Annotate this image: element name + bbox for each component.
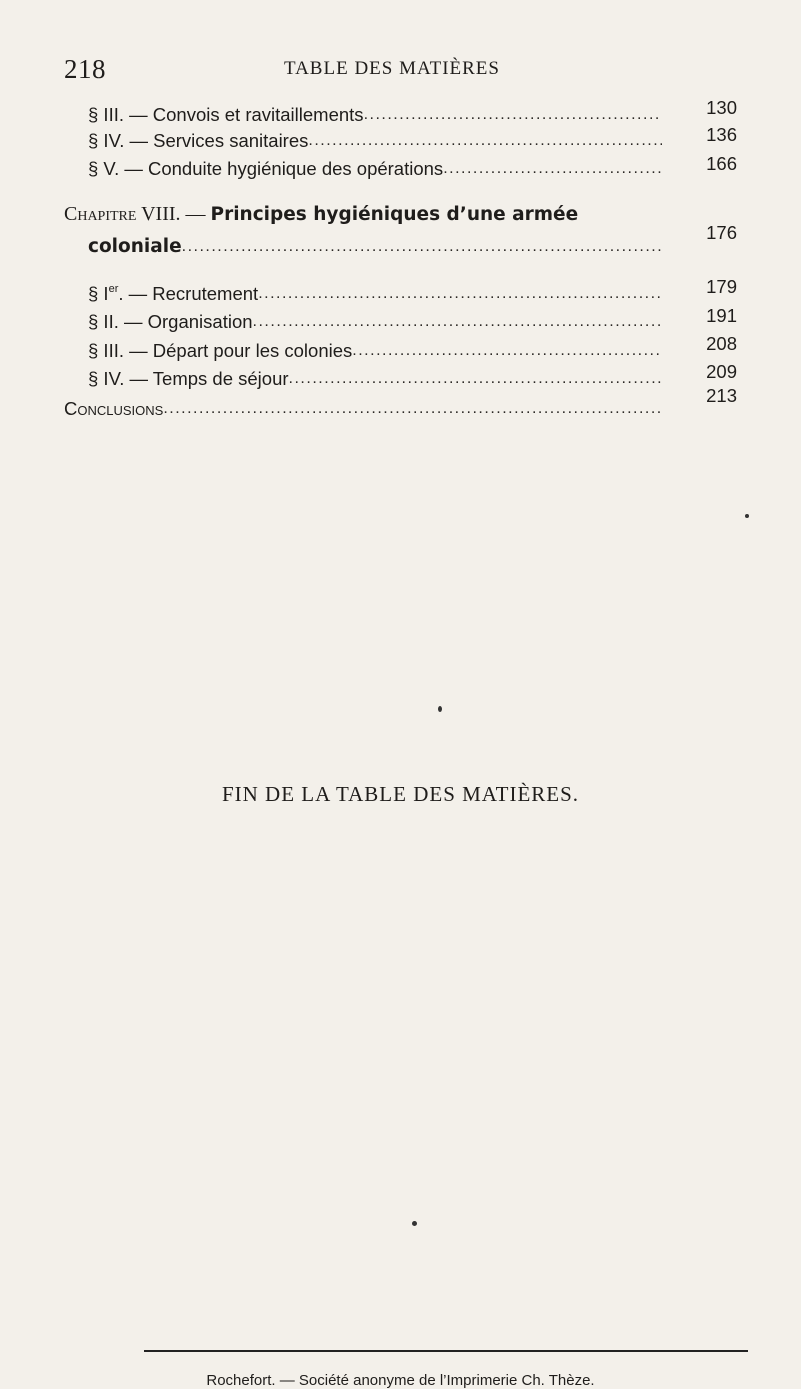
page-number: 218 xyxy=(64,54,106,84)
chapter-prefix: Chapitre VIII. — xyxy=(64,203,211,225)
entry-label: § IV. — Services sanitaires xyxy=(88,130,309,151)
toc-entry xyxy=(88,283,662,305)
running-title: TABLE DES MATIÈRES xyxy=(284,58,500,79)
toc-entry xyxy=(88,158,662,180)
entry-label: Conclusions xyxy=(64,398,164,419)
ink-speck xyxy=(412,1221,417,1226)
chapter-title: Principes hygiéniques d’une armée xyxy=(210,204,579,225)
toc-entry xyxy=(88,311,662,333)
dot-leader xyxy=(258,283,662,305)
entry-page: 191 xyxy=(706,305,737,326)
entry-page: 208 xyxy=(706,333,737,354)
dot-leader xyxy=(289,368,662,390)
section-mark: § I xyxy=(88,283,109,304)
entry-label: § IV. — Temps de séjour xyxy=(88,368,289,389)
entry-page: 179 xyxy=(706,276,737,297)
toc-entry xyxy=(88,368,662,390)
dot-leader xyxy=(308,130,662,152)
entry-label: § II. — Organisation xyxy=(88,311,253,332)
entry-page: 166 xyxy=(706,153,737,174)
end-note: FIN DE LA TABLE DES MATIÈRES. xyxy=(221,782,580,806)
dot-leader xyxy=(443,158,662,180)
toc-entry xyxy=(88,104,662,126)
toc-entry xyxy=(64,398,662,420)
chapter-title-cont: coloniale xyxy=(88,236,182,257)
toc-entry xyxy=(88,236,662,258)
section-sup: er xyxy=(108,283,119,295)
entry-label: § V. — Conduite hygiénique des opérations xyxy=(88,158,444,179)
entry-page: 209 xyxy=(706,361,737,382)
toc-entry xyxy=(88,340,662,362)
entry-label: § III. — Départ pour les colonies xyxy=(88,340,353,361)
entry-page: 176 xyxy=(706,222,737,243)
entry-label: § III. — Convois et ravitaillements xyxy=(88,104,364,125)
dot-leader xyxy=(352,340,662,362)
entry-page: 136 xyxy=(706,124,737,145)
imprint: Rochefort. — Société anonyme de l’Imprimerie Ch. Thèze. xyxy=(206,1372,595,1389)
dot-leader xyxy=(182,236,662,258)
toc-entry xyxy=(88,130,662,152)
dot-leader xyxy=(364,104,662,126)
entry-page: 213 xyxy=(706,385,737,406)
dot-leader xyxy=(163,398,662,420)
printer-rule xyxy=(144,1350,748,1352)
dot-leader xyxy=(253,311,662,333)
ink-speck xyxy=(438,706,442,712)
entry-label xyxy=(88,283,258,305)
entry-page: 130 xyxy=(706,97,737,118)
entry-label-rest: . — Recrutement xyxy=(118,283,259,304)
ink-speck xyxy=(745,514,749,518)
chapter-heading xyxy=(64,202,578,227)
